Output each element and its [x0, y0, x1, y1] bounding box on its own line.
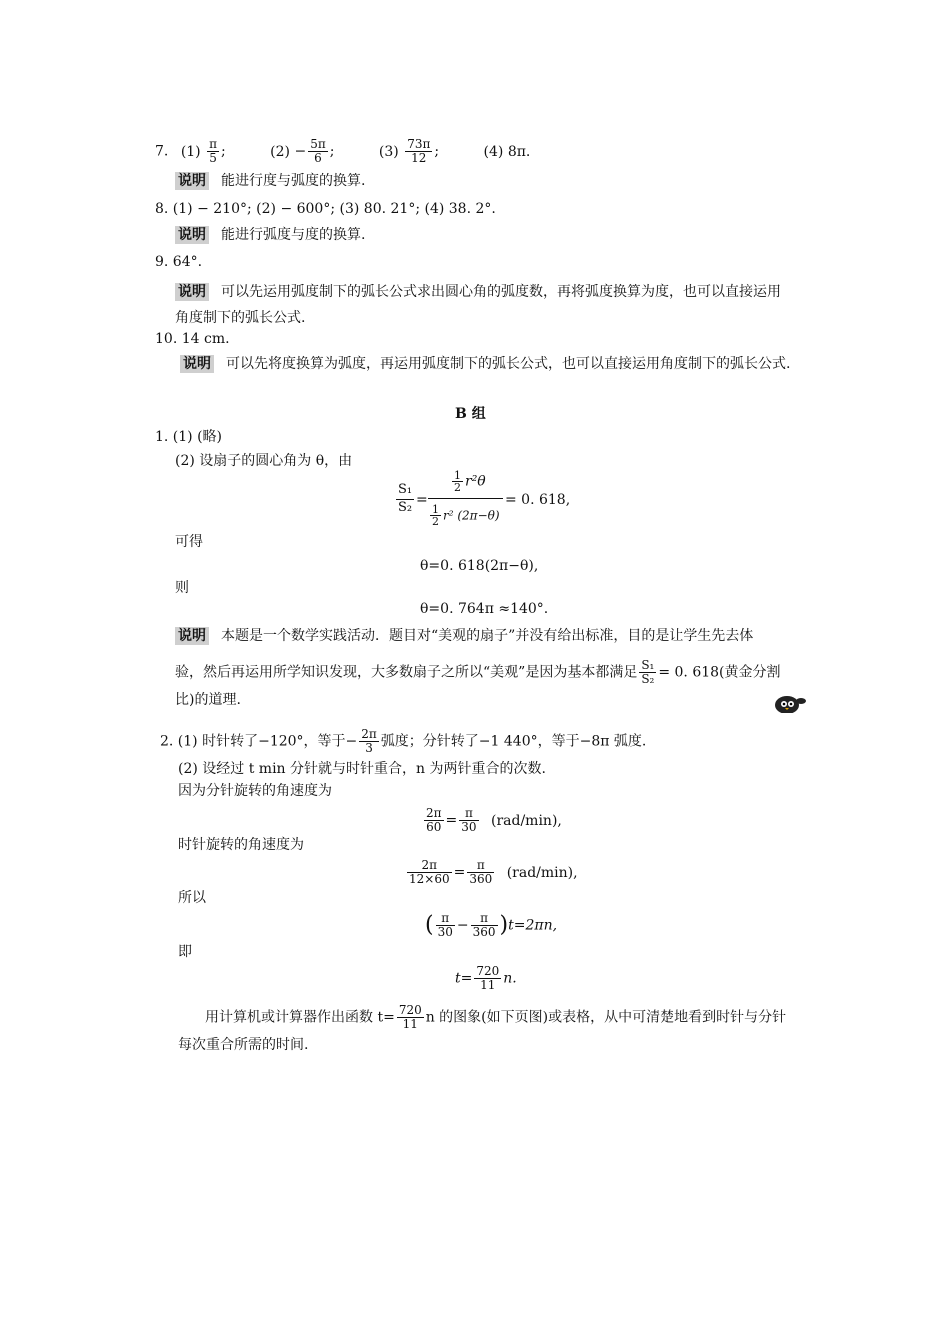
frac-den: 6 [308, 151, 328, 165]
frac-num: 720 [476, 964, 500, 978]
q9-line: 9. 64°. [155, 254, 203, 270]
frac-num: 1 [454, 469, 461, 482]
eq-fraction [467, 859, 494, 886]
b1-part1: 1. (1) (略) [155, 429, 223, 445]
q7-part2-end: ; [329, 143, 335, 160]
frac-num: 73π [407, 137, 431, 151]
frac-num: 5π [310, 137, 326, 151]
note-text: 能进行弧度与度的换算. [221, 227, 366, 243]
q7-label: 7. [155, 143, 169, 160]
frac-den: 30 [461, 820, 477, 834]
eq1-top-half [452, 470, 463, 493]
q7-part1-label: (1) [180, 143, 201, 160]
note-tag: 说明 [175, 627, 209, 645]
frac-den: 30 [437, 925, 453, 939]
eq1-main-bar [428, 498, 503, 499]
frac-den: 12 [405, 151, 432, 165]
q7-part2-label: (2) [270, 143, 291, 160]
frac-den: 11 [397, 1017, 424, 1031]
note-text: = 0. 618(黄金分割 [658, 664, 781, 681]
eq1-rhs: = 0. 618, [505, 492, 571, 508]
frac-num: π [480, 911, 488, 925]
frac-den: 3 [359, 741, 379, 755]
eq1-bottom-half [430, 504, 441, 527]
b2-part7 [205, 1004, 786, 1031]
frac-num: 2π [426, 806, 442, 820]
frac-num: 720 [398, 1003, 422, 1017]
b2-part5: 所以 [178, 890, 206, 906]
eq-tail: n. [503, 970, 517, 987]
eq1-lhs-den: S₂ [397, 500, 413, 515]
q10-line: 10. 14 cm. [155, 331, 230, 347]
left-paren: ( [425, 912, 434, 938]
q7-part3-label: (3) [378, 143, 399, 160]
eq1-equals: = [416, 492, 428, 508]
section-title: B 组 [455, 406, 486, 422]
note-text: 可以先运用弧度制下的弧长公式求出圆心角的弧度数，再将弧度换算为度，也可以直接运用角度制下的弧长公式. [175, 284, 781, 326]
eq1-lhs-num: S₁ [397, 482, 413, 497]
note-text: 验，然后再运用所学知识发现，大多数扇子之所以“美观”是因为基本都满足 [175, 664, 638, 681]
frac-den: 12×60 [409, 872, 450, 886]
q7-line [155, 138, 530, 165]
note-text: 本题是一个数学实践活动．题目对“美观的扇子”并没有给出标准，目的是让学生先去体 [221, 628, 754, 644]
b1-note-line2 [175, 659, 781, 686]
b1-ze: 则 [175, 580, 189, 596]
b1-note-line3: 比)的道理. [175, 692, 241, 708]
note-tag: 说明 [175, 172, 209, 190]
b1-kede: 可得 [175, 534, 203, 550]
note-9 [175, 279, 790, 331]
q7-part2-sign: − [294, 143, 307, 160]
b2-part1-fraction [359, 728, 379, 755]
q7-part3-end: ; [434, 143, 440, 160]
q7-part4: (4) 8π. [483, 143, 531, 160]
q7-part1-fraction [207, 138, 219, 165]
frac-num: 2π [421, 858, 438, 872]
eq-fraction [424, 807, 444, 834]
frac-num: 1 [432, 503, 439, 516]
frac-den: 360 [469, 872, 493, 886]
b2-equation-2: $\frac{2\pi}{12\times 60}$ = $\frac{\pi}{360}$ (rad/min), [409, 858, 578, 886]
note-10 [180, 355, 790, 373]
eq-fraction [474, 965, 501, 992]
eq-fraction [436, 912, 455, 939]
note-7 [175, 172, 365, 190]
b2-equation-4 [455, 965, 517, 992]
frac-num: 2π [361, 727, 377, 741]
eq1-top-rest: r²θ [465, 473, 486, 490]
frac-num: π [209, 137, 217, 151]
note-tag: 说明 [180, 355, 214, 373]
b2-part1-text-2: 弧度；分针转了−1 440°，等于−8π 弧度. [380, 733, 647, 750]
frac-den: 5 [207, 151, 219, 165]
note-text: 可以先将度换算为弧度，再运用弧度制下的弧长公式，也可以直接运用角度制下的弧长公式. [226, 356, 791, 372]
q7-part3-fraction [405, 138, 432, 165]
note-text: 能进行度与弧度的换算. [221, 173, 366, 189]
frac-num: S₁ [641, 658, 655, 672]
right-paren: ) [499, 912, 509, 938]
note-8 [175, 226, 365, 244]
frac-den: 2 [454, 481, 461, 494]
frac-den: S₂ [641, 672, 655, 686]
eq-fraction [459, 807, 478, 834]
eq1-top [450, 470, 486, 493]
b2-part8: 每次重合所需的时间. [178, 1037, 309, 1053]
frac-den: 60 [424, 820, 444, 834]
b1-part2: (2) 设扇子的圆心角为 θ，由 [175, 453, 353, 469]
b1-note-fraction [639, 659, 656, 686]
b1-note-line1 [175, 627, 753, 645]
note-tag: 说明 [175, 226, 209, 244]
frac-num: π [441, 911, 450, 925]
mascot-icon [773, 693, 807, 713]
frac-num: π [464, 806, 473, 820]
eq-tail: t=2πn, [508, 917, 558, 934]
eq-unit: (rad/min), [491, 812, 562, 829]
q7-part2-fraction [308, 138, 328, 165]
q7-part1-end: ; [221, 143, 226, 160]
eq-unit: (rad/min), [506, 864, 578, 881]
b2-part1 [160, 728, 646, 755]
b1-equation-2: θ=0. 618(2π−θ), [420, 558, 539, 574]
eq-fraction [471, 912, 498, 939]
frac-den: 360 [472, 925, 496, 939]
b2-part7-text: 用计算机或计算器作出函数 t= [205, 1009, 395, 1026]
eq1-bottom [428, 504, 500, 527]
eq-lhs: t= [455, 970, 473, 987]
b2-equation-1: $\frac{2\pi}{60}$ = $\frac{\pi}{30}$ (rad/min), [426, 806, 562, 834]
b2-part4: 时针旋转的角速度为 [178, 837, 304, 853]
b2-part7-fraction [397, 1004, 424, 1031]
eq1-bottom-rest: r² (2π−θ) [443, 508, 500, 523]
note-tag: 说明 [175, 283, 209, 301]
frac-num: π [476, 858, 485, 872]
b2-part3: 因为分针旋转的角速度为 [178, 783, 332, 799]
b2-equation-3: ( $\frac{\pi}{30}$ − $\frac{\pi}{360}$ )t=2πn, [425, 911, 558, 939]
b2-part7-text-2: n 的图象(如下页图)或表格，从中可清楚地看到时针与分针 [425, 1009, 787, 1026]
b2-part2: (2) 设经过 t min 分针就与时针重合，n 为两针重合的次数. [178, 761, 546, 777]
eq-fraction [407, 859, 452, 886]
b2-part6: 即 [178, 944, 192, 960]
frac-den: 11 [474, 978, 501, 992]
b2-part1-text: 2. (1) 时针转了−120°，等于− [160, 733, 358, 750]
q8-line: 8. (1) − 210°; (2) − 600°; (3) 80. 21°; (4) 38. 2°. [155, 201, 496, 217]
frac-den: 2 [432, 515, 439, 528]
b1-equation-3: θ=0. 764π ≈140°. [420, 601, 549, 617]
